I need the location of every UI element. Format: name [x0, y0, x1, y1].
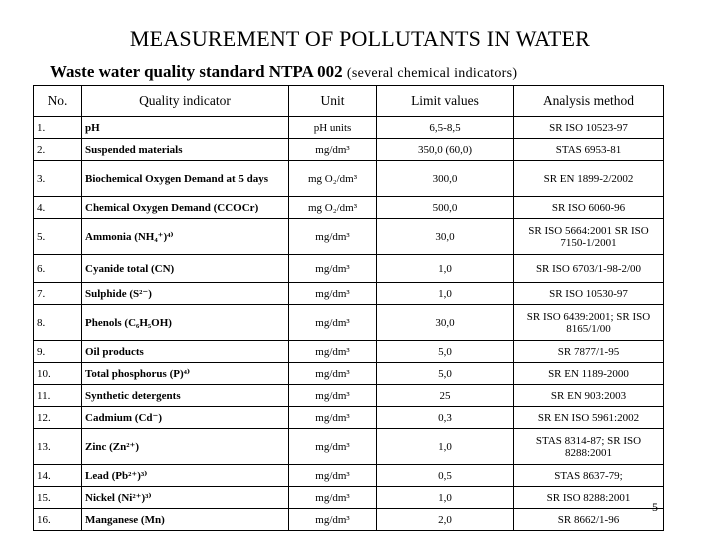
analysis-method-cell: SR ISO 10523-97 [514, 117, 664, 139]
analysis-method-cell: SR ISO 6439:2001; SR ISO 8165/1/00 [514, 305, 664, 341]
row-number: 8. [34, 305, 82, 341]
table-row [34, 283, 664, 305]
subtitle-text: Waste water quality standard NTPA 002 [50, 62, 343, 81]
row-number: 16. [34, 509, 82, 531]
header-unit: Unit [289, 86, 377, 117]
quality-indicator-cell: Manganese (Mn) [82, 509, 289, 531]
row-number: 5. [34, 219, 82, 255]
table-row [34, 385, 664, 407]
analysis-method-cell: STAS 6953-81 [514, 139, 664, 161]
table-header-row [34, 86, 664, 117]
limit-value-cell: 5,0 [377, 363, 514, 385]
limit-value-cell: 1,0 [377, 255, 514, 283]
unit-cell: mg O₂/dm³ [289, 197, 377, 219]
quality-indicator-cell: Suspended materials [82, 139, 289, 161]
row-number: 2. [34, 139, 82, 161]
analysis-method-cell: SR ISO 6060-96 [514, 197, 664, 219]
table-row [34, 407, 664, 429]
unit-cell: mg/dm³ [289, 283, 377, 305]
table-row [34, 305, 664, 341]
unit-cell: mg/dm³ [289, 509, 377, 531]
quality-indicator-cell: Ammonia (NH₄⁺)⁴⁾ [82, 219, 289, 255]
unit-cell: mg/dm³ [289, 305, 377, 341]
analysis-method-cell: SR ISO 10530-97 [514, 283, 664, 305]
analysis-method-cell: SR 8662/1-96 [514, 509, 664, 531]
row-number: 12. [34, 407, 82, 429]
limit-value-cell: 25 [377, 385, 514, 407]
row-number: 9. [34, 341, 82, 363]
table-row [34, 487, 664, 509]
table-row [34, 255, 664, 283]
row-number: 11. [34, 385, 82, 407]
limit-value-cell: 1,0 [377, 487, 514, 509]
analysis-method-cell: SR ISO 6703/1-98-2/00 [514, 255, 664, 283]
header-quality-indicator: Quality indicator [82, 86, 289, 117]
analysis-method-cell: SR EN 1189-2000 [514, 363, 664, 385]
row-number: 7. [34, 283, 82, 305]
row-number: 13. [34, 429, 82, 465]
analysis-method-cell: SR ISO 5664:2001 SR ISO 7150-1/2001 [514, 219, 664, 255]
quality-indicator-cell: Cadmium (Cd⁻) [82, 407, 289, 429]
header-no: No. [34, 86, 82, 117]
table-row [34, 197, 664, 219]
page-title: MEASUREMENT OF POLLUTANTS IN WATER [129, 26, 591, 51]
analysis-method-cell: SR ISO 8288:2001 [514, 487, 664, 509]
limit-value-cell: 300,0 [377, 161, 514, 197]
unit-cell: mg/dm³ [289, 363, 377, 385]
analysis-method-cell: SR EN 1899-2/2002 [514, 161, 664, 197]
unit-cell: mg/dm³ [289, 219, 377, 255]
quality-indicator-cell: Synthetic detergents [82, 385, 289, 407]
row-number: 14. [34, 465, 82, 487]
quality-indicator-cell: Lead (Pb²⁺)³⁾ [82, 465, 289, 487]
header-analysis-method: Analysis method [514, 86, 664, 117]
unit-cell: mg/dm³ [289, 407, 377, 429]
analysis-method-cell: STAS 8314-87; SR ISO 8288:2001 [514, 429, 664, 465]
limit-value-cell: 30,0 [377, 305, 514, 341]
header-limit-values: Limit values [377, 86, 514, 117]
subtitle-note: (several chemical indicators) [346, 66, 518, 81]
page-number: 5 [652, 500, 658, 514]
table-row [34, 363, 664, 385]
row-number: 6. [34, 255, 82, 283]
unit-cell: mg/dm³ [289, 429, 377, 465]
analysis-method-cell: STAS 8637-79; [514, 465, 664, 487]
quality-indicator-cell: pH [82, 117, 289, 139]
quality-indicator-cell: Cyanide total (CN) [82, 255, 289, 283]
unit-cell: pH units [289, 117, 377, 139]
quality-indicator-cell: Zinc (Zn²⁺) [82, 429, 289, 465]
analysis-method-cell: SR EN ISO 5961:2002 [514, 407, 664, 429]
limit-value-cell: 500,0 [377, 197, 514, 219]
table-row [34, 161, 664, 197]
row-number: 4. [34, 197, 82, 219]
limit-value-cell: 0,5 [377, 465, 514, 487]
quality-indicator-cell: Phenols (C₆H₅OH) [82, 305, 289, 341]
row-number: 15. [34, 487, 82, 509]
row-number: 1. [34, 117, 82, 139]
limit-value-cell: 30,0 [377, 219, 514, 255]
quality-indicator-cell: Total phosphorus (P)⁴⁾ [82, 363, 289, 385]
unit-cell: mg/dm³ [289, 255, 377, 283]
table-body [34, 117, 664, 531]
table-subtitle [50, 62, 517, 82]
quality-indicator-cell: Biochemical Oxygen Demand at 5 days [82, 161, 289, 197]
analysis-method-cell: SR 7877/1-95 [514, 341, 664, 363]
limit-value-cell: 6,5-8,5 [377, 117, 514, 139]
table-row [34, 139, 664, 161]
quality-indicator-cell: Oil products [82, 341, 289, 363]
limit-value-cell: 0,3 [377, 407, 514, 429]
unit-cell: mg/dm³ [289, 385, 377, 407]
table-row [34, 429, 664, 465]
limit-value-cell: 1,0 [377, 429, 514, 465]
unit-cell: mg/dm³ [289, 465, 377, 487]
row-number: 3. [34, 161, 82, 197]
limit-value-cell: 350,0 (60,0) [377, 139, 514, 161]
limit-value-cell: 2,0 [377, 509, 514, 531]
table-row [34, 117, 664, 139]
unit-cell: mg/dm³ [289, 487, 377, 509]
table-row [34, 509, 664, 531]
unit-cell: mg O₂/dm³ [289, 161, 377, 197]
pollutants-table [33, 85, 664, 531]
quality-indicator-cell: Chemical Oxygen Demand (CCOCr) [82, 197, 289, 219]
row-number: 10. [34, 363, 82, 385]
table-row [34, 341, 664, 363]
table-row [34, 465, 664, 487]
unit-cell: mg/dm³ [289, 139, 377, 161]
quality-indicator-cell: Nickel (Ni²⁺)³⁾ [82, 487, 289, 509]
limit-value-cell: 5,0 [377, 341, 514, 363]
unit-cell: mg/dm³ [289, 341, 377, 363]
table-row [34, 219, 664, 255]
analysis-method-cell: SR EN 903:2003 [514, 385, 664, 407]
limit-value-cell: 1,0 [377, 283, 514, 305]
quality-indicator-cell: Sulphide (S²⁻) [82, 283, 289, 305]
